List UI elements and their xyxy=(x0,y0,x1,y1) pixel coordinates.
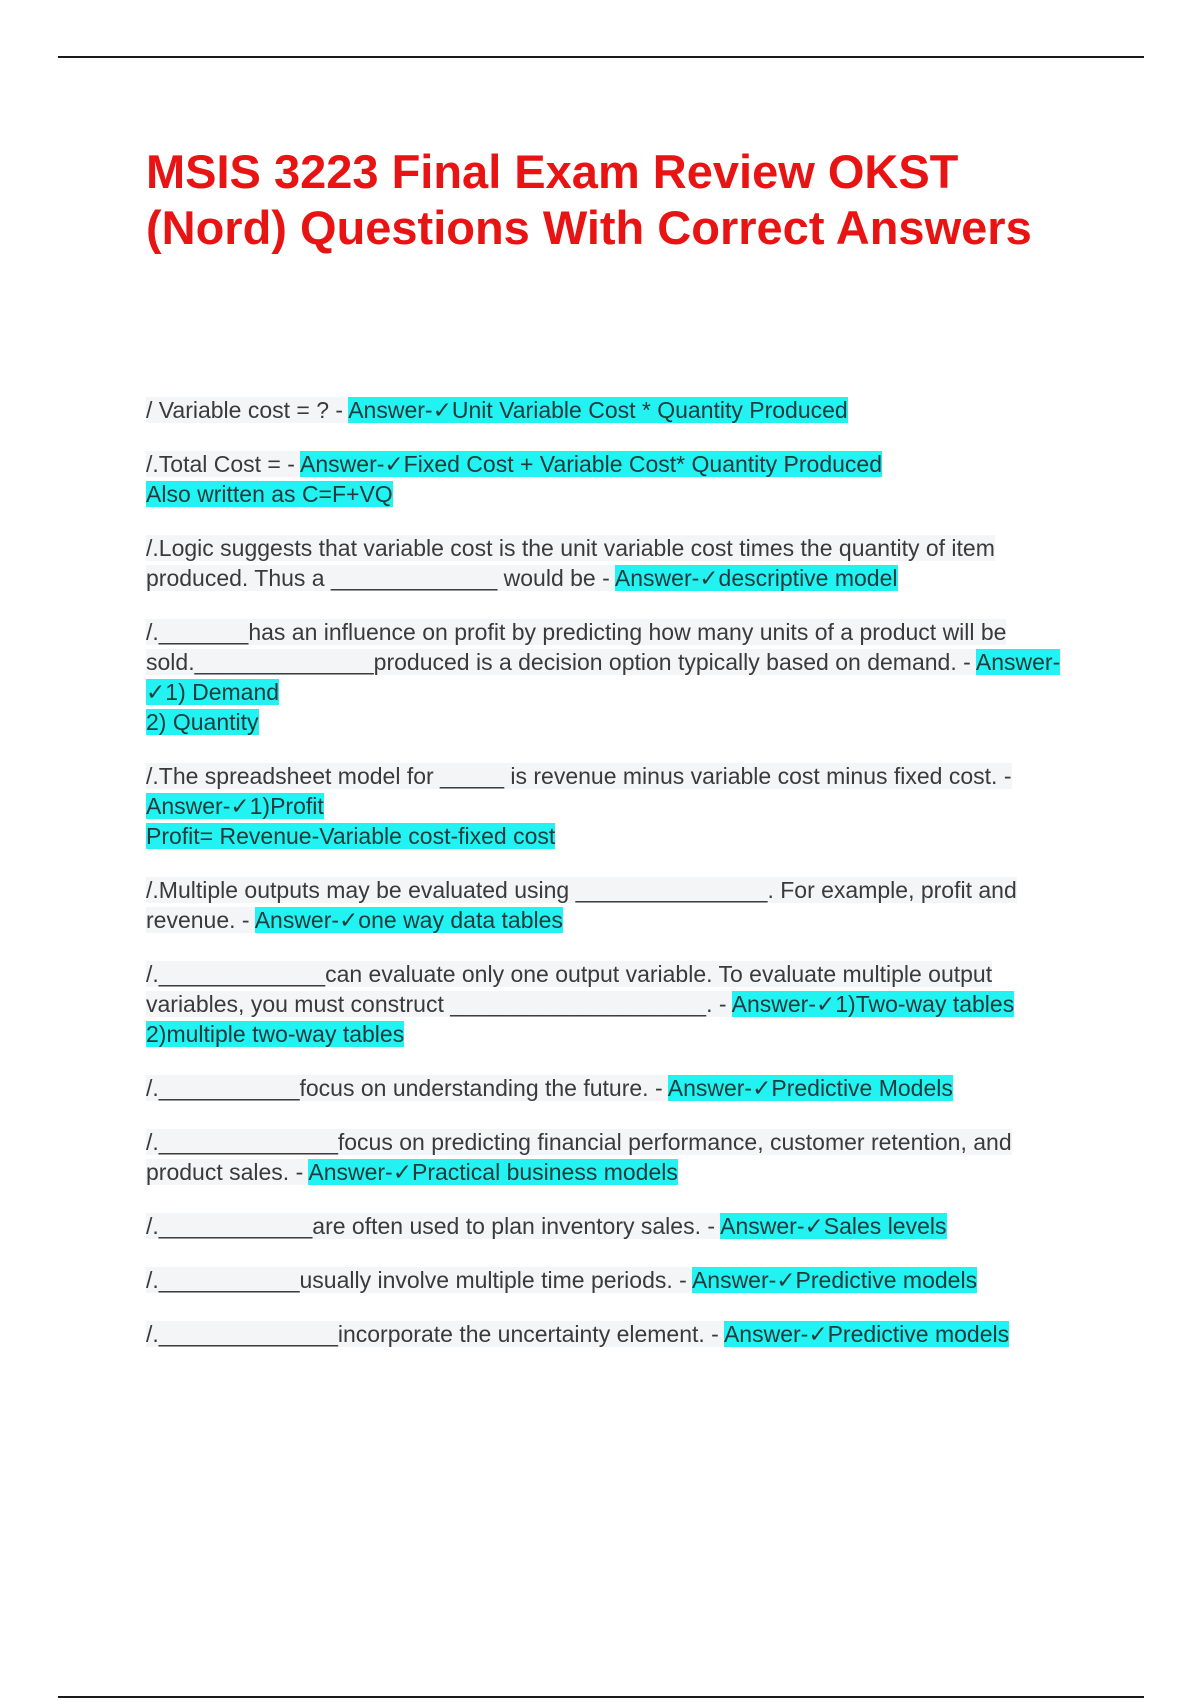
question-text: /.______________incorporate the uncertainty element. - xyxy=(146,1321,724,1347)
answer-text: Profit= Revenue-Variable cost-fixed cost xyxy=(146,823,556,849)
question-text: /.___________focus on understanding the future. - xyxy=(146,1075,668,1101)
answer-text: Also written as C=F+VQ xyxy=(146,481,393,507)
question-text: /.___________usually involve multiple time periods. - xyxy=(146,1267,692,1293)
qa-item xyxy=(146,1127,1066,1187)
question-text: /.____________are often used to plan inventory sales. - xyxy=(146,1213,721,1239)
answer-text: Answer-✓descriptive model xyxy=(614,565,898,591)
qa-item xyxy=(146,1211,1066,1241)
question-text: /._____________can evaluate only one output variable. To evaluate multiple output variables, you must construct ____________________. - xyxy=(146,961,993,1017)
question-text: /.Multiple outputs may be evaluated using _______________. For example, profit and revenue. - xyxy=(146,877,1017,933)
qa-item xyxy=(146,617,1066,737)
answer-text: Answer-✓Sales levels xyxy=(720,1213,947,1239)
qa-item xyxy=(146,533,1066,593)
answer-text: Answer-✓one way data tables xyxy=(254,907,563,933)
answer-text: Answer-✓Predictive Models xyxy=(667,1075,953,1101)
answer-text: Answer-✓1) Demand xyxy=(146,649,1061,705)
qa-item xyxy=(146,875,1066,935)
qa-item xyxy=(146,1265,1066,1295)
question-text: / Variable cost = ? - xyxy=(146,397,349,423)
answer-text: 2)multiple two-way tables xyxy=(146,1021,405,1047)
answer-text: Answer-✓Predictive models xyxy=(723,1321,1010,1347)
answer-text: Answer-✓Fixed Cost + Variable Cost* Quantity Produced xyxy=(300,451,883,477)
qa-item xyxy=(146,959,1066,1049)
bottom-rule xyxy=(58,1696,1144,1698)
answer-text: Answer-✓Unit Variable Cost * Quantity Produced xyxy=(348,397,848,423)
question-text: /._______has an influence on profit by predicting how many units of a product will be sold.______________produced is a decision option typically based on demand. - xyxy=(146,619,1007,675)
answer-text: Answer-✓Predictive models xyxy=(691,1267,978,1293)
qa-item xyxy=(146,761,1066,851)
answer-text: Answer-✓1)Profit xyxy=(146,793,324,819)
page-title: MSIS 3223 Final Exam Review OKST (Nord) Questions With Correct Answers xyxy=(146,145,1032,254)
question-text: /.______________focus on predicting financial performance, customer retention, and product sales. - xyxy=(146,1129,1012,1185)
question-text: /.Total Cost = - xyxy=(146,451,301,477)
answer-text: 2) Quantity xyxy=(146,709,259,735)
qa-item xyxy=(146,449,1066,509)
question-text: /.Logic suggests that variable cost is the unit variable cost times the quantity of item produced. Thus a _____________ would be - xyxy=(146,535,995,591)
qa-item xyxy=(146,395,1066,425)
qa-item xyxy=(146,1073,1066,1103)
question-text: /.The spreadsheet model for _____ is revenue minus variable cost minus fixed cost. - xyxy=(146,763,1012,789)
qa-list xyxy=(146,395,1066,1373)
answer-text: Answer-✓Practical business models xyxy=(308,1159,678,1185)
qa-item xyxy=(146,1319,1066,1349)
answer-text: Answer-✓1)Two-way tables xyxy=(731,991,1015,1017)
top-rule xyxy=(58,56,1144,58)
